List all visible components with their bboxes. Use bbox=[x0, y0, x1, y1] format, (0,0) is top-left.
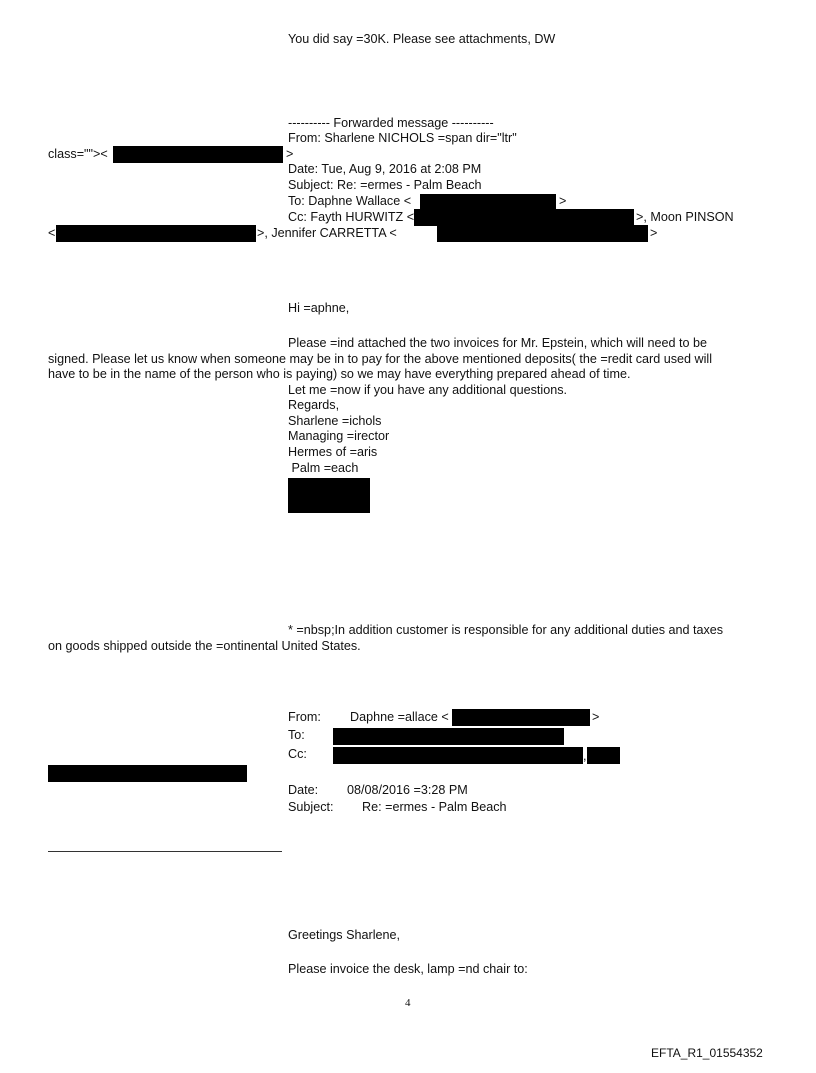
subject-label: Subject: bbox=[288, 800, 334, 814]
cc-comma: , bbox=[583, 749, 587, 763]
signature-line: Hermes of =aris bbox=[288, 445, 378, 459]
redaction bbox=[288, 478, 370, 513]
body-line: have to be in the name of the person who is paying) so we may have everything prepared ahead of time. bbox=[48, 367, 631, 381]
page-number: 4 bbox=[405, 997, 411, 1009]
redaction bbox=[420, 194, 556, 210]
date-label: Date: bbox=[288, 783, 319, 797]
from-close: > bbox=[592, 710, 600, 724]
note-line: * =nbsp;In addition customer is responsible for any additional duties and taxes bbox=[288, 623, 724, 637]
from-value: Daphne =allace < bbox=[350, 710, 449, 724]
body-line: Let me =now if you have any additional questions. bbox=[288, 383, 567, 397]
date-value: 08/08/2016 =3:28 PM bbox=[347, 783, 468, 797]
forward-separator: ---------- Forwarded message ---------- bbox=[288, 116, 494, 130]
redaction bbox=[333, 747, 583, 764]
greeting: Hi =aphne, bbox=[288, 301, 350, 315]
redaction bbox=[452, 709, 590, 726]
earlier-from bbox=[288, 710, 449, 725]
earlier-subject bbox=[288, 800, 507, 815]
cc-label: Cc: bbox=[288, 747, 307, 761]
signature-line: Sharlene =ichols bbox=[288, 414, 382, 428]
forward-from-close: > bbox=[286, 147, 294, 161]
forward-cc: Cc: Fayth HURWITZ < bbox=[288, 210, 415, 224]
forward-cc2-open: < bbox=[48, 226, 56, 240]
note-line: on goods shipped outside the =ontinental United States. bbox=[48, 639, 361, 653]
redaction bbox=[587, 747, 620, 764]
forward-to: To: Daphne Wallace < bbox=[288, 194, 412, 208]
body-line: Please =ind attached the two invoices for Mr. Epstein, which will need to be bbox=[288, 336, 707, 350]
forward-cc-mid: >, Moon PINSON bbox=[636, 210, 734, 224]
forward-to-close: > bbox=[559, 194, 567, 208]
divider bbox=[48, 851, 282, 852]
redaction bbox=[437, 225, 648, 242]
forward-subject: Subject: Re: =ermes - Palm Beach bbox=[288, 178, 482, 192]
redaction bbox=[414, 209, 634, 226]
earlier-body-line: Please invoice the desk, lamp =nd chair to: bbox=[288, 962, 528, 976]
from-label: From: bbox=[288, 710, 321, 724]
earlier-greeting: Greetings Sharlene, bbox=[288, 928, 401, 942]
redaction bbox=[56, 225, 256, 242]
forward-cc2-close: > bbox=[650, 226, 658, 240]
footer-id: EFTA_R1_01554352 bbox=[651, 1046, 763, 1060]
forward-cc2-mid: >, Jennifer CARRETTA < bbox=[257, 226, 397, 240]
intro-text: You did say =30K. Please see attachments, DW bbox=[288, 32, 556, 46]
signature-line: Palm =each bbox=[288, 461, 359, 475]
redaction bbox=[113, 146, 283, 163]
redaction bbox=[48, 765, 247, 782]
forward-from: From: Sharlene NICHOLS =span dir="ltr" bbox=[288, 131, 517, 145]
body-line: signed. Please let us know when someone may be in to pay for the above mentioned deposits( the =redit card used will bbox=[48, 352, 713, 366]
signature-line: Managing =irector bbox=[288, 429, 390, 443]
redaction bbox=[333, 728, 564, 745]
earlier-date bbox=[288, 783, 468, 798]
forward-from-class: class="">< bbox=[48, 147, 108, 161]
to-label: To: bbox=[288, 728, 305, 742]
forward-date: Date: Tue, Aug 9, 2016 at 2:08 PM bbox=[288, 162, 482, 176]
signature-line: Regards, bbox=[288, 398, 340, 412]
subject-value: Re: =ermes - Palm Beach bbox=[362, 800, 507, 814]
